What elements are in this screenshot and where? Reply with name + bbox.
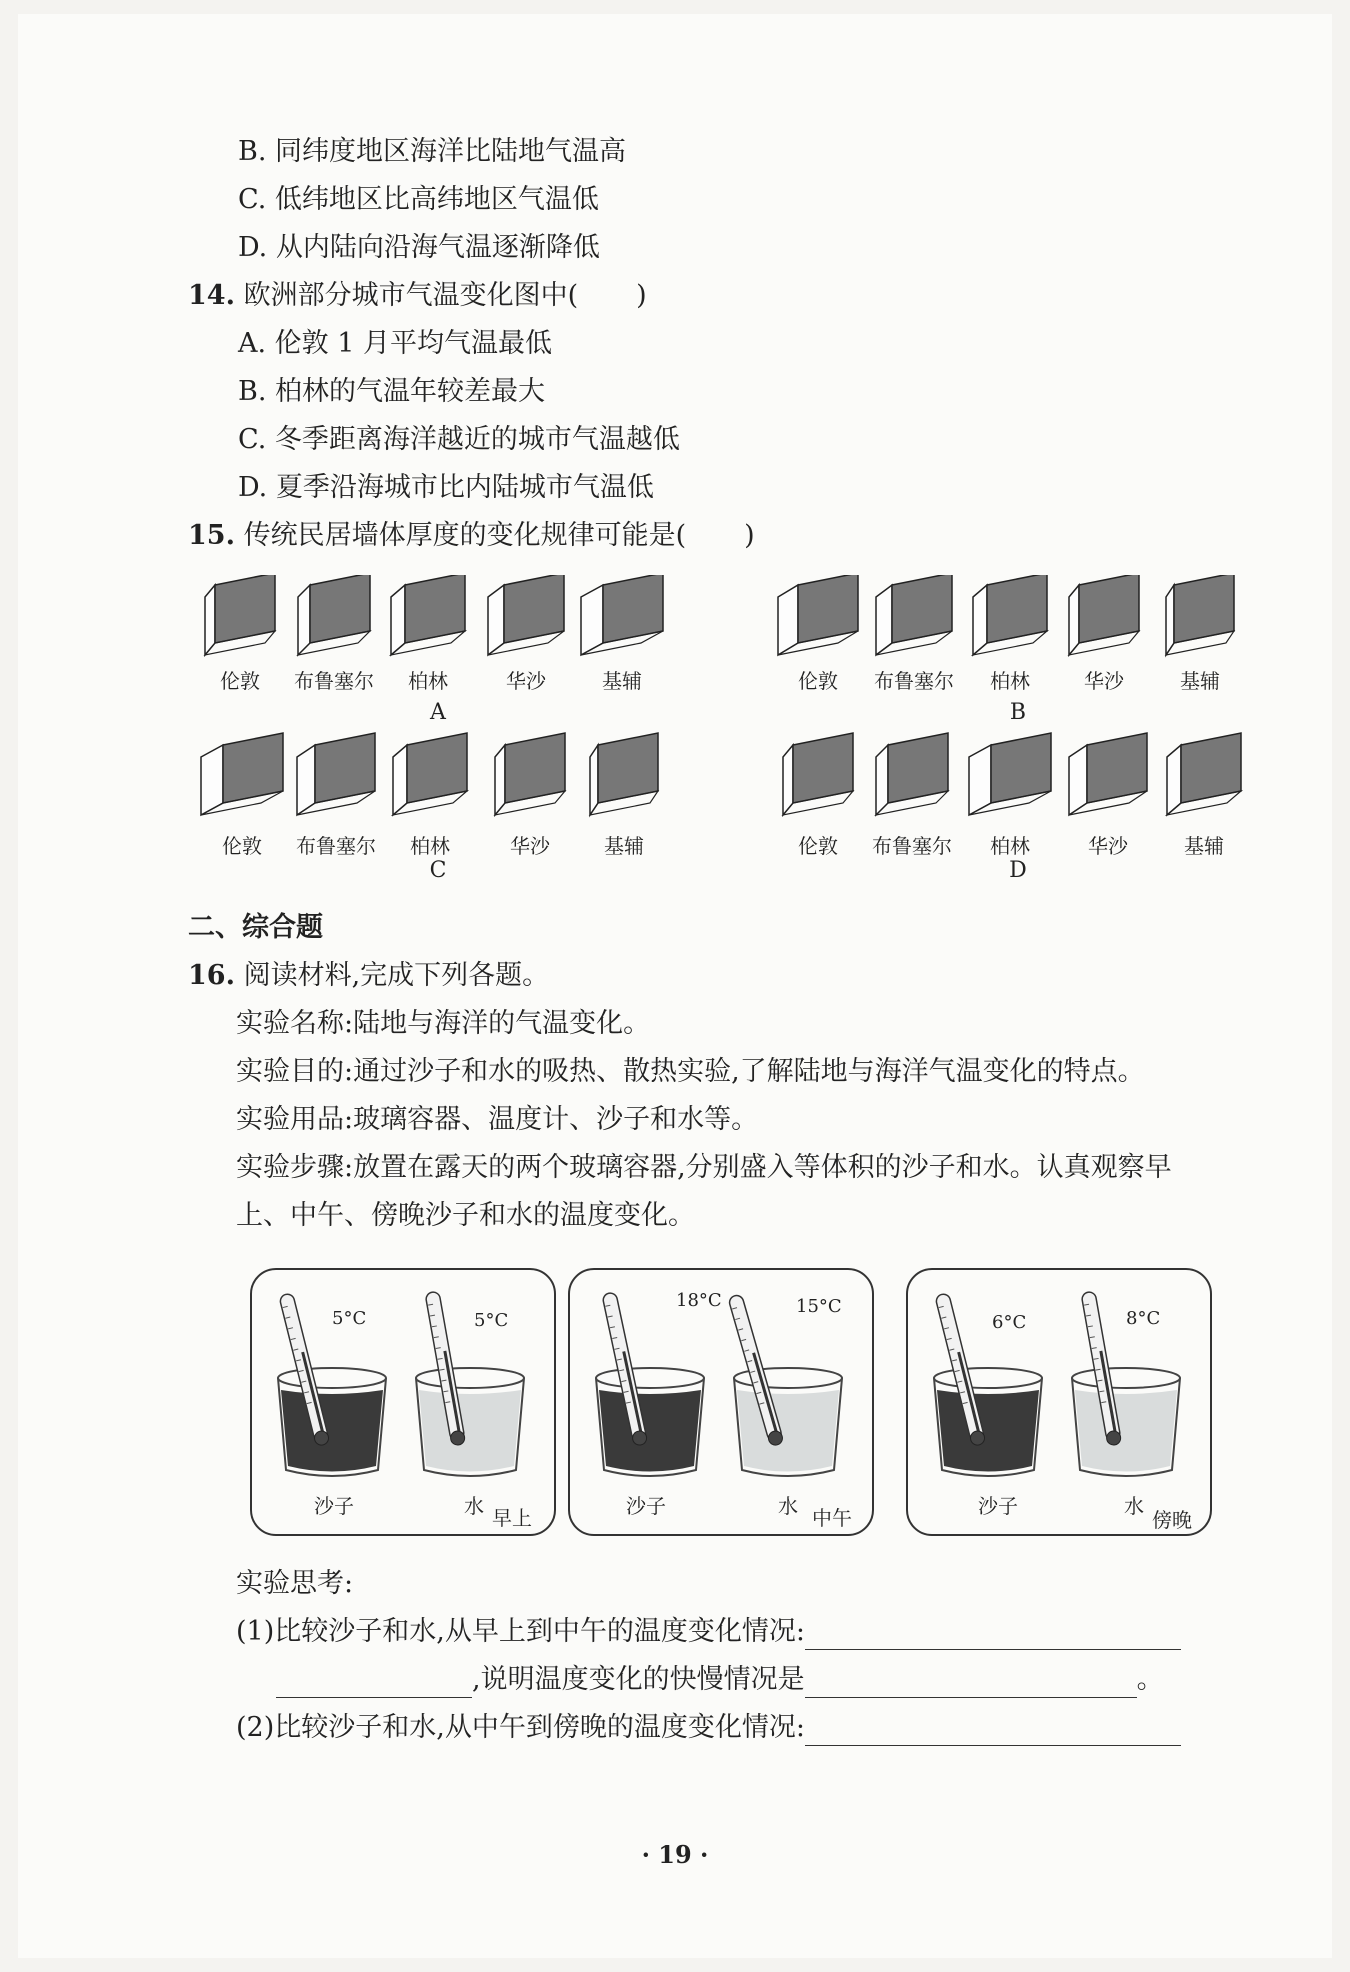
q16-sub1 [236,1614,1181,1650]
q16-experiment-materials: 实验用品:玻璃容器、温度计、沙子和水等。 [236,1104,759,1135]
city-label-D-3: 华沙 [1088,834,1128,858]
q14-number: 14. [188,280,235,311]
q13-option-c: C. 低纬地区比高纬地区气温低 [238,184,599,215]
water-temp-evening: 8°C [1126,1308,1161,1329]
sand-label-morning: 沙子 [314,1494,354,1518]
q14-option-d: D. 夏季沿海城市比内陆城市气温低 [238,472,654,503]
water-temp-noon: 15°C [796,1296,842,1317]
q15-stem: 传统民居墙体厚度的变化规律可能是( [243,520,687,551]
q16-question [188,958,549,994]
wall-option-D [783,733,1241,815]
q16-sub1-end: 。 [1136,1664,1164,1695]
q16-sub1-blank-2[interactable] [276,1669,472,1698]
panel-noon [568,1268,874,1536]
city-label-A-4: 基辅 [602,669,642,693]
water-label-morning: 水 [464,1494,484,1518]
option-letter-A: A [430,700,446,725]
city-label-B-1: 布鲁塞尔 [874,669,954,693]
city-label-C-1: 布鲁塞尔 [296,834,376,858]
q16-experiment-steps-2: 上、中午、傍晚沙子和水的温度变化。 [236,1200,695,1231]
sand-beaker-contents [599,1390,701,1472]
q16-number: 16. [188,960,235,991]
beakers-evening-illustration [908,1270,1210,1534]
city-label-C-4: 基辅 [604,834,644,858]
q16-experiment-purpose: 实验目的:通过沙子和水的吸热、散热实验,了解陆地与海洋气温变化的特点。 [236,1056,1145,1087]
water-label-evening: 水 [1124,1494,1144,1518]
option-letter-D: D [1009,858,1027,883]
q15-question [188,518,755,554]
city-label-C-2: 柏林 [410,834,450,858]
beakers-morning-illustration [252,1270,554,1534]
sand-beaker-contents [281,1390,383,1472]
water-beaker-rim [1072,1368,1180,1388]
q16-sub1-continued [276,1662,1164,1698]
city-label-D-1: 布鲁塞尔 [872,834,952,858]
city-label-A-1: 布鲁塞尔 [294,669,374,693]
q16-sub2-text: (2)比较沙子和水,从中午到傍晚的温度变化情况: [236,1712,805,1743]
city-label-B-4: 基辅 [1180,669,1220,693]
city-label-D-2: 柏林 [990,834,1030,858]
wall-thickness-diagrams [0,575,1350,905]
q16-intro: 阅读材料,完成下列各题。 [243,960,550,991]
q14-option-a: A. 伦敦 1 月平均气温最低 [238,328,553,359]
city-label-A-3: 华沙 [506,669,546,693]
water-beaker-contents [419,1390,521,1472]
panel-morning [250,1268,556,1536]
wall-option-A [205,575,663,655]
q16-sub1-text-2: ,说明温度变化的快慢情况是 [472,1664,805,1695]
q15-number: 15. [188,520,235,551]
city-label-A-2: 柏林 [408,669,448,693]
q16-think-heading: 实验思考: [236,1568,354,1599]
page-number: · 19 · [641,1840,709,1869]
water-beaker-contents [1075,1390,1177,1472]
time-label-morning: 早上 [492,1506,532,1530]
q16-experiment-name: 实验名称:陆地与海洋的气温变化。 [236,1008,651,1039]
water-label-noon: 水 [778,1494,798,1518]
sand-beaker-contents [937,1390,1039,1472]
q14-option-b: B. 柏林的气温年较差最大 [238,376,546,407]
city-label-B-3: 华沙 [1084,669,1124,693]
q16-sub1-blank-3[interactable] [805,1669,1137,1698]
q14-question [188,278,647,314]
q16-sub1-blank-1[interactable] [805,1621,1181,1650]
q16-sub1-text: (1)比较沙子和水,从早上到中午的温度变化情况: [236,1616,805,1647]
city-label-B-0: 伦敦 [798,669,838,693]
q16-sub2-blank[interactable] [805,1717,1181,1746]
time-label-evening: 傍晚 [1152,1508,1192,1532]
sand-temp-morning: 5°C [332,1308,367,1329]
sand-label-noon: 沙子 [626,1494,666,1518]
water-temp-morning: 5°C [474,1310,509,1331]
section-title: 二、综合题 [188,912,323,943]
option-letter-C: C [429,858,447,883]
sand-label-evening: 沙子 [978,1494,1018,1518]
wall-option-B [778,575,1234,655]
q16-experiment-steps-1: 实验步骤:放置在露天的两个玻璃容器,分别盛入等体积的沙子和水。认真观察早 [236,1152,1172,1183]
city-label-A-0: 伦敦 [220,669,260,693]
water-beaker-rim [416,1368,524,1388]
q15-close: ) [744,520,755,551]
time-label-noon: 中午 [812,1506,852,1530]
city-label-D-0: 伦敦 [798,834,838,858]
city-label-C-3: 华沙 [510,834,550,858]
q14-stem: 欧洲部分城市气温变化图中( [243,280,579,311]
water-beaker-contents [737,1390,839,1472]
q16-sub2 [236,1710,1181,1746]
sand-beaker-rim [596,1368,704,1388]
sand-beaker-rim [934,1368,1042,1388]
q14-close: ) [636,280,647,311]
city-label-B-2: 柏林 [990,669,1030,693]
q14-option-c: C. 冬季距离海洋越近的城市气温越低 [238,424,680,455]
city-label-C-0: 伦敦 [222,834,262,858]
sand-beaker-rim [278,1368,386,1388]
sand-temp-noon: 18°C [676,1290,722,1311]
panel-evening [906,1268,1212,1536]
wall-option-C [201,733,658,815]
city-label-D-4: 基辅 [1184,834,1224,858]
q13-option-b: B. 同纬度地区海洋比陆地气温高 [238,136,627,167]
sand-temp-evening: 6°C [992,1312,1027,1333]
option-letter-B: B [1009,700,1027,725]
q13-option-d: D. 从内陆向沿海气温逐渐降低 [238,232,600,263]
